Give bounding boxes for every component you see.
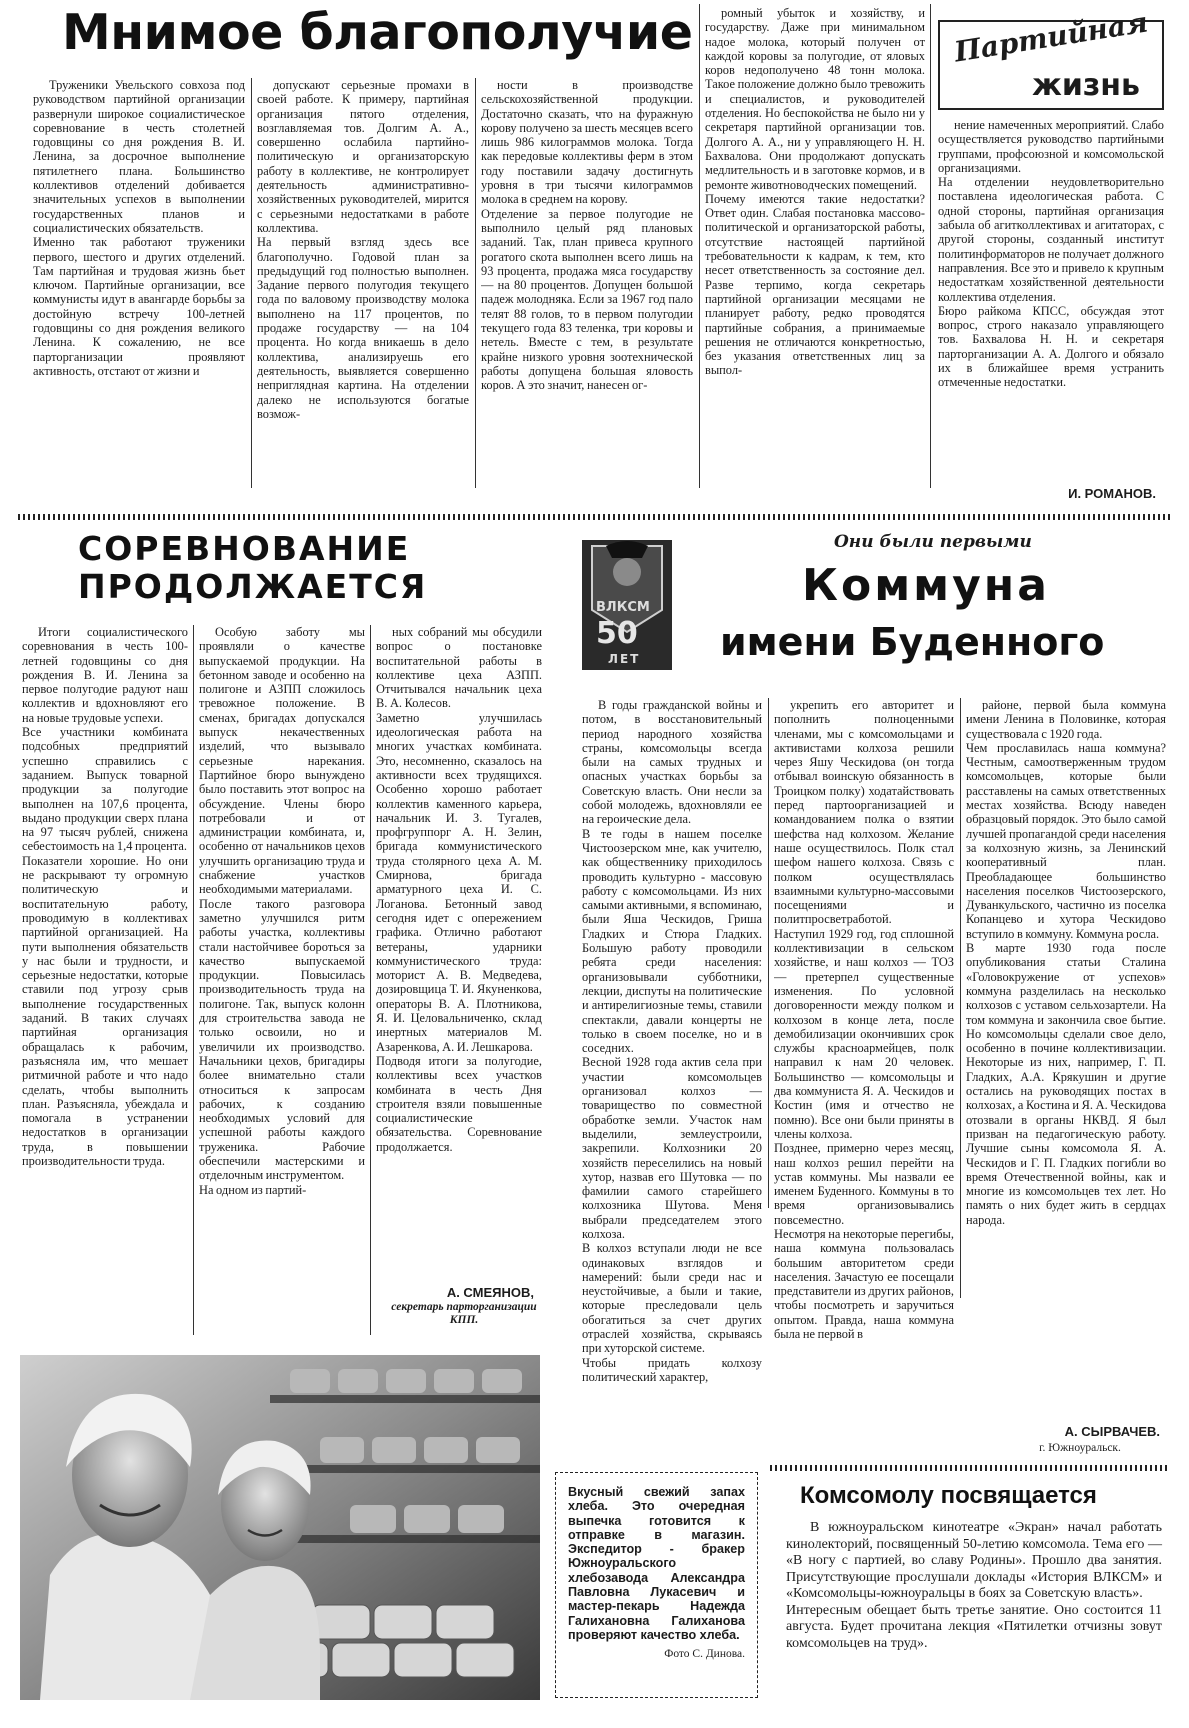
- badge-label: ВЛКСМ: [596, 600, 650, 615]
- rubric-word-2: жизнь: [1032, 68, 1141, 103]
- article-title-line-2: имени Буденного: [720, 620, 1105, 664]
- article-column-2: укрепить его авторитет и пополнить полноценными членами, мы с комсомольцами и активистами колхоза решили через Яшу Ческидова (он тогда отбывал воинскую обязанность в Троицком полку) ходатайствовать перед партоорганизацией и командованием полка о взятии шефства над колхозом. Желание наше осуществилось. Полк стал шефом нашего колхоза. Связь с полком осуществлялась взаимными культурно-массовыми посещениями и политпросветработой. Наступил 1929 год, год сплошной коллективизации в сельском хозяйстве, и наш колхоз — ТОЗ — претерпел существенные изменения. По условной договоренности между полком и колхозом в конце лета, после демобилизации окончивших срок службы красноармейцев, полк направил к нам 20 человек. Большинство — комсомольцы и два коммуниста Я. А. Ческидов и Костин (имя и отчество не помню). Все они были приняты в члены колхоза. Позднее, примерно через месяц, наш колхоз решил перейти на устав коммуны. Мы назвали ее именем Буденного. Коммуны в то время организовывались повсеместно. Несмотря на некоторые перегибы, наша коммуна пользовалась большим авторитетом среди населения. Зачастую ее посещали представители из других районов, чтобы посмотреть и заручиться опытом. Правда, наша коммуна была не первой в: [774, 698, 954, 1342]
- article-kicker: Они были первыми: [834, 532, 1032, 552]
- badge-years: 50: [596, 616, 638, 651]
- article-title-line-1: СОРЕВНОВАНИЕ: [78, 529, 411, 568]
- badge-word: ЛЕТ: [608, 652, 641, 666]
- article-column-3: районе, первой была коммуна имени Ленина в Половинке, которая существовала с 1920 года. Чем прославилась наша коммуна? Честным, самоотверженным трудом комсомольцев, которые были расставлены на самых ответственных местах хозяйства. Всюду наведен образцовый порядок. Это было самой лучшей пропагандой среди населения за колхозную жизнь, за Ленинский кооперативный план. Преобладающее большинство населения поселков Чистоозерского, Дуванкульского, частично из поселка Копанцево и хутора Ческидово вступило в коммуну. Коммуна росла. В марте 1930 года после опубликования статьи Сталина «Головокружение от успехов» коммуна разделилась на несколько колхозов с уставом сельхозартели. На том коммуна и закончила свое бытие. Но комсомольцы сделали свое дело, особенно в почине коллективизации. Некоторые из них, например, Г. П. Гладких, А.А. Крякушин и другие остались на руководящих постах в колхозах, а Костина и Я. А. Ческидова отозвали в органы НКВД. Я был призван на педагогическую работу. Лучшие сыны комсомола Я. А. Ческидов и Г. П. Гладких погибли во время Отечественной войны, как и многие из комсомольцев тех лет. Но память о них будет жить в сердцах народа.: [966, 698, 1166, 1227]
- author-position: секретарь парторганизации КПП.: [391, 1301, 537, 1326]
- author-signature: А. СМЕЯНОВ,: [446, 1285, 534, 1300]
- article-column-4: ромный убыток и хозяйству, и государству. Даже при минимальном надое молока, который получен от каждой коровы за полугодие, от яловых коров недополучено 48 тонн молока. Такое положение должно было тревожить и специалистов, и руководителей отделения. Но беспокойства не было ни у секретаря партийной организации тов. Долгого А. А., ни у управляющего Н. Н. Бахвалова. Они продолжают допускать медлительность и в заготовке кормов, и в ремонте животноводческих помещений. Почему имеются такие недостатки? Ответ один. Слабая постановка массово-политической и организаторской работы, отсутствие настоящей партийной требовательности к кадрам, к тем, кто несет ответственность за состояние дел. Разве терпимо, когда секретарь партийной организации месяцами не планирует работу, редко проводятся партийные собрания, а принимаемые решения не отличаются конкретностью, без указания ответственных лиц за выпол-: [705, 6, 925, 378]
- article-false-prosperity: [0, 0, 1189, 505]
- article-column-5: нение намеченных мероприятий. Слабо осуществляется руководство партийными группами, профсоюзной и комсомольской организациями. На отделении неудовлетворительно поставлена идеологическая работа. С одной стороны, партийная организация забыла об агитколлективах и агитаторах, с другой стороны, созданный институт политинформаторов не получает должного направления. Все это и привело к крупным недостаткам хозяйственной деятельности коллектива отделения. Бюро райкома КПСС, обсуждая этот вопрос, строго наказало управляющего тов. Бахвалова Н. Н. и секретаря парторганизации А. А. Долгого и обязало их в ближайшее время устранить отмеченные недостатки.: [938, 118, 1164, 390]
- article-competition: [0, 525, 560, 1345]
- article-dedication: [770, 1478, 1175, 1718]
- article-title: Мнимое благополучие: [62, 4, 693, 61]
- author-signature: И. РОМАНОВ.: [1068, 486, 1156, 501]
- photo-credit: Фото С. Динова.: [664, 1648, 745, 1661]
- rubric-word-1: Партийная: [952, 5, 1151, 69]
- article-column-3: ных собраний мы обсудили вопрос о постановке воспитательной работы в коллективе цеха АЗПП. Отчитывался начальник цеха В. А. Колесов. Заметно улучшилась идеологическая работа на многих участках комбината. Это, несомненно, сказалось на активности всех трудящихся. Особенно хорошо работает коллектив каменного карьера, начальник И. З. Тугалев, профгруппорг А. Н. Зелин, бригада коммунистического труда столярного цеха А. М. Смирнова, бригада арматурного цеха И. С. Логанова. Бетонный завод сегодня идет с опережением графика. Отлично работают ветераны, ударники коммунистического труда: моторист А. В. Медведева, дозировщица Т. И. Якуненкова, операторы В. А. Плотникова, Я. И. Целовальниченко, склад инертных материалов М. Азаренкова, А. И. Лешкарова. Подводя итоги за полугодие, коллективы всех участков комбината в честь Дня строителя взяли повышенные социалистические обязательства. Соревнование продолжается.: [376, 625, 542, 1154]
- author-location: г. Южноуральск.: [1039, 1442, 1121, 1454]
- photo-caption: Вкусный свежий запах хлеба. Это очередная выпечка готовится к отправке в магазин. Экспедитор - бракер Южноуральского хлебозавода Александра Павловна Лукасевич и мастер-пекарь Надежда Галихановна Галиханова проверяют качество хлеба.: [568, 1485, 745, 1642]
- article-body: В южноуральском кинотеатре «Экран» начал работать кинолекторий, посвященный 50-летию комсомола. Тема его — «В ногу с партией, во славу Родины». Прошло два занятия. Присутствующие прослушали доклады «История ВЛКСМ» и «Комсомольцы-южноуральцы в боях за Советскую власть». Интересным обещает быть третье занятие. Оно состоится 11 августа. Будет прочитана лекция «Пятилетки отчизны зовут комсомольцев на труд».: [786, 1520, 1162, 1651]
- rubric-party-life: [938, 5, 1164, 110]
- article-title-line-1: Коммуна: [802, 560, 1050, 611]
- komsomol-50-badge: [582, 540, 672, 670]
- article-column-1: В годы гражданской войны и потом, в восстановительный период народного хозяйства страны, комсомольцы всегда были на самых трудных и опасных участках борьбы за Советскую власть. Они несли за собой молодежь, вдохновляли ее на героические дела. В те годы в нашем поселке Чистоозерском мне, как учителю, как общественнику приходилось проводить культурно - массовую работу с комсомольцами. Из них самыми активными, я вспоминаю, были Яша Ческидов, Гриша Гладких и Стюра Гладких. Большую работу проводили ребята среди населения: организовывали субботники, лекции, диспуты на политические и антирелигиозные темы, ставили спектакли, давали концерты не только в своем поселке, но и в соседних. Весной 1928 года актив села при участии комсомольцев организовал колхоз — товарищество по совместной обработке земли. Участок нам выделили, землеустроили, закрепили. Колхозники 20 хозяйств переселились на новый хутор, назвав его Шутовка — по фамилии самого старейшего колхозника Шутова. Меня выбрали председателем этого колхоза. В колхоз вступали люди не все одинаковых взглядов и намерений: были среди нас и неустойчивые, а были и такие, которые преследовали цель обогатиться за счет других отраслей хозяйства, скрываясь при хуторской системе. Чтобы придать колхозу политический характер,: [582, 698, 762, 1384]
- article-title-line-2: ПРОДОЛЖАЕТСЯ: [78, 567, 428, 606]
- author-signature: А. СЫРВАЧЕВ.: [1064, 1424, 1160, 1439]
- article-title: Комсомолу посвящается: [800, 1482, 1097, 1509]
- article-column-1: Итоги социалистического соревнования в честь 100-летней годовщины со дня рождения В. И. Ленина за первое полугодие радуют наш коллектив и вдохновляют его на новые трудовые успехи. Все участники комбината подсобных предприятий успешно справились с заданием. Выпуск товарной продукции за полугодие выполнен на 107,6 процента, выдано продукции сверх плана на 97 тысяч рублей, снижена себестоимость на 1,4 процента. Показатели хорошие. Но они не раскрывают ту огромную политическую и воспитательную работу, проводимую в коллективах партийной организацией. На пути выполнения обязательств у нас были и трудности, и серьезные недостатки, которые ставили под угрозу срыв выполнение государственных заданий. В таких случаях партийная организация обращалась к рабочим, разъясняла им, что мешает ритмичной работе и что надо сделать, чтобы выполнить план. Разъясняла, убеждала и помогала в устранении недостатков в организации труда, в повышении производительности труда.: [22, 625, 188, 1168]
- article-column-2: Особую заботу мы проявляли о качестве выпускаемой продукции. На бетонном заводе и особенно на полигоне и АЗПП сложилось тревожное положение. В сменах, бригадах допускался выпуск некачественных изделий, что вызывало серьезные нарекания. Партийное бюро вынуждено было поставить этот вопрос на обсуждение. Члены бюро потребовали и от администрации комбината, и, особенно от начальников цехов улучшить организацию труда и снабжение участков необходимыми материалами. После такого разговора заметно улучшился ритм работы участка, коллективы стали настойчивее бороться за качество выпускаемой продукции. Повысилась производительность труда на полигоне. Так, выпуск колонн для строительства завода не только освоили, но и увеличили их производство. Начальники цехов, бригадиры более внимательно стали относиться к запросам рабочих, к созданию необходимых условий для успешной работы каждого труженика. Рабочие обеспечили мастерскими и отделочным инструментом. На одном из партий-: [199, 625, 365, 1197]
- article-column-3: ности в производстве сельскохозяйственной продукции. Достаточно сказать, что на фуражную корову получено за шесть месяцев всего лишь 986 килограммов молока. Тогда как передовые коллективы ферм в этом году поставили задачу достигнуть уровня в три тысячи килограммов молока в среднем на корову. Отделение за первое полугодие не выполнило целый ряд плановых заданий. Так, план привеса крупного рогатого скота выполнен всего лишь на 93 процента, продажа мяса государству — на 80 процентов. Допущен большой падеж молодняка. Если за 1967 год пало телят 88 голов, то в первом полугодии текущего года 83 теленка, три коровы и нетель. Вместе с тем, в результате крайне низкого уровня зоотехнической работы допущена большая яловость коров. А это значит, нанесен ог-: [481, 78, 693, 393]
- bakery-photo: [20, 1355, 540, 1700]
- article-commune: [560, 520, 1189, 1475]
- article-column-1: Труженики Увельского совхоза под руководством партийной организации развернули широкое социалистическое соревнование в честь столетней годовщины со дня рождения В. И. Ленина, за досрочное выполнение пятилетнего плана. Большинство коллективов отделений добивается значительных успехов в выполнении государственных планов и социалистических обязательств. Именно так работают труженики первого, шестого и других отделений. Там партийная и трудовая жизнь бьет ключом. Партийные организации, все коммунисты идут в авангарде борьбы за достойную встречу 100-летней годовщины со дня рождения великого Ленина. К сожалению, не все парторганизации проявляют активность, отстают от жизни и: [33, 78, 245, 378]
- photo-caption-box: [555, 1472, 758, 1698]
- brief-divider: [770, 1465, 1170, 1471]
- article-column-2: допускают серьезные промахи в своей работе. К примеру, партийная организация пятого отделения, возглавляемая тов. Долгим А. А., совершенно ослабила партийно-политическую и организаторскую работу в коллективе, не контролирует деятельность административно-хозяйственных руководителей, мирится с серьезными недостатками в работе коллектива. На первый взгляд здесь все благополучно. Годовой план за предыдущий год полностью выполнен. Задание первого полугодия текущего года по валовому производству молока выполнено на 117 процентов, по продаже государству — на 104 процента. Но когда вникаешь в дело коллектива, анализируешь его деятельность, выявляется совершенно неприглядная картина. На отделении далеко не используются богатые возмож-: [257, 78, 469, 421]
